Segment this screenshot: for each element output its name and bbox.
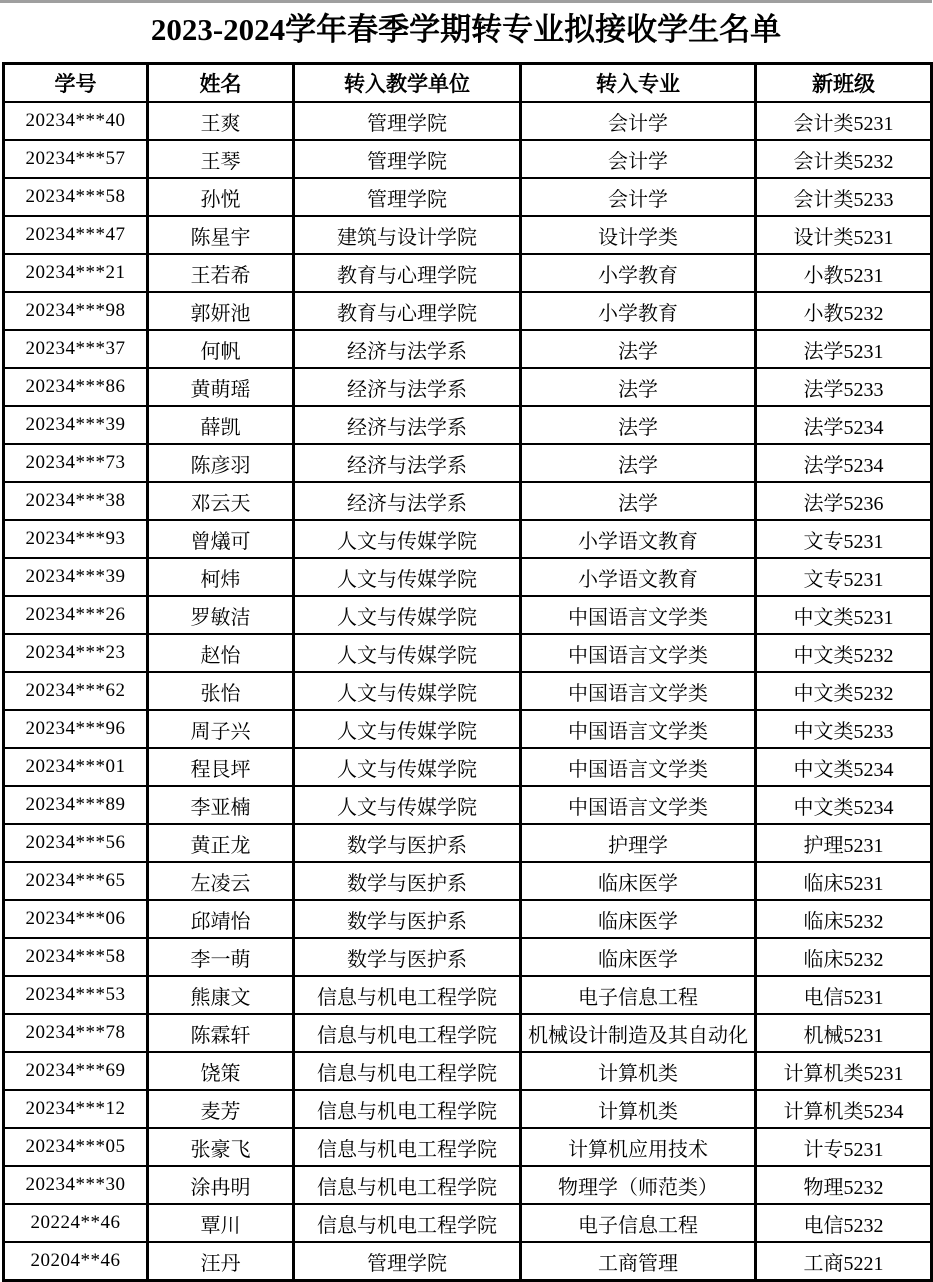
cell-unit: 信息与机电工程学院 <box>294 1204 521 1242</box>
cell-name: 郭妍池 <box>148 292 294 330</box>
cell-name: 陈星宇 <box>148 216 294 254</box>
cell-class: 临床5231 <box>756 862 932 900</box>
cell-class: 法学5233 <box>756 368 932 406</box>
table-row <box>4 1052 932 1090</box>
cell-unit: 信息与机电工程学院 <box>294 1128 521 1166</box>
cell-major: 会计学 <box>521 140 756 178</box>
cell-class: 计算机类5231 <box>756 1052 932 1090</box>
cell-student-id: 20234***86 <box>4 368 148 406</box>
table-row <box>4 520 932 558</box>
cell-unit: 信息与机电工程学院 <box>294 1090 521 1128</box>
cell-student-id: 20234***38 <box>4 482 148 520</box>
table-row <box>4 254 932 292</box>
cell-unit: 管理学院 <box>294 1242 521 1281</box>
table-row <box>4 368 932 406</box>
cell-unit: 人文与传媒学院 <box>294 748 521 786</box>
cell-major: 临床医学 <box>521 862 756 900</box>
table-row <box>4 178 932 216</box>
cell-student-id: 20234***23 <box>4 634 148 672</box>
table-row <box>4 824 932 862</box>
cell-name: 饶策 <box>148 1052 294 1090</box>
cell-student-id: 20234***73 <box>4 444 148 482</box>
cell-name: 黄正龙 <box>148 824 294 862</box>
cell-class: 法学5234 <box>756 406 932 444</box>
cell-unit: 信息与机电工程学院 <box>294 1014 521 1052</box>
header-row <box>4 64 932 103</box>
cell-student-id: 20234***06 <box>4 900 148 938</box>
table-row <box>4 444 932 482</box>
cell-class: 计算机类5234 <box>756 1090 932 1128</box>
cell-name: 李亚楠 <box>148 786 294 824</box>
cell-name: 孙悦 <box>148 178 294 216</box>
cell-unit: 教育与心理学院 <box>294 254 521 292</box>
table-row <box>4 748 932 786</box>
cell-student-id: 20234***58 <box>4 938 148 976</box>
cell-student-id: 20234***01 <box>4 748 148 786</box>
cell-major: 护理学 <box>521 824 756 862</box>
cell-class: 中文类5232 <box>756 634 932 672</box>
table-row <box>4 786 932 824</box>
cell-unit: 人文与传媒学院 <box>294 596 521 634</box>
cell-student-id: 20234***39 <box>4 558 148 596</box>
cell-unit: 人文与传媒学院 <box>294 558 521 596</box>
cell-name: 左凌云 <box>148 862 294 900</box>
cell-student-id: 20234***21 <box>4 254 148 292</box>
cell-name: 邓云天 <box>148 482 294 520</box>
cell-student-id: 20234***93 <box>4 520 148 558</box>
table-row <box>4 292 932 330</box>
cell-student-id: 20234***98 <box>4 292 148 330</box>
table-row <box>4 140 932 178</box>
cell-name: 王琴 <box>148 140 294 178</box>
cell-unit: 管理学院 <box>294 140 521 178</box>
cell-major: 物理学（师范类） <box>521 1166 756 1204</box>
column-header-name: 姓名 <box>148 64 294 103</box>
cell-class: 物理5232 <box>756 1166 932 1204</box>
cell-class: 中文类5232 <box>756 672 932 710</box>
cell-unit: 数学与医护系 <box>294 824 521 862</box>
cell-major: 电子信息工程 <box>521 976 756 1014</box>
cell-unit: 信息与机电工程学院 <box>294 1166 521 1204</box>
cell-student-id: 20234***05 <box>4 1128 148 1166</box>
column-header-student-id: 学号 <box>4 64 148 103</box>
cell-major: 临床医学 <box>521 900 756 938</box>
cell-major: 机械设计制造及其自动化 <box>521 1014 756 1052</box>
transfer-student-table <box>2 62 933 1282</box>
cell-unit: 人文与传媒学院 <box>294 634 521 672</box>
cell-class: 护理5231 <box>756 824 932 862</box>
cell-name: 李一萌 <box>148 938 294 976</box>
cell-class: 临床5232 <box>756 900 932 938</box>
cell-major: 工商管理 <box>521 1242 756 1281</box>
cell-unit: 数学与医护系 <box>294 862 521 900</box>
cell-major: 中国语言文学类 <box>521 596 756 634</box>
cell-class: 会计类5231 <box>756 102 932 140</box>
table-row <box>4 900 932 938</box>
cell-student-id: 20234***96 <box>4 710 148 748</box>
cell-name: 涂冉明 <box>148 1166 294 1204</box>
cell-class: 文专5231 <box>756 520 932 558</box>
cell-student-id: 20234***26 <box>4 596 148 634</box>
cell-unit: 人文与传媒学院 <box>294 710 521 748</box>
table-row <box>4 482 932 520</box>
cell-student-id: 20234***57 <box>4 140 148 178</box>
table-row <box>4 406 932 444</box>
cell-name: 陈霖轩 <box>148 1014 294 1052</box>
table-row <box>4 1090 932 1128</box>
cell-student-id: 20234***62 <box>4 672 148 710</box>
cell-class: 法学5236 <box>756 482 932 520</box>
cell-unit: 经济与法学系 <box>294 444 521 482</box>
cell-unit: 教育与心理学院 <box>294 292 521 330</box>
cell-class: 会计类5233 <box>756 178 932 216</box>
cell-name: 陈彦羽 <box>148 444 294 482</box>
cell-student-id: 20234***58 <box>4 178 148 216</box>
cell-class: 法学5234 <box>756 444 932 482</box>
cell-class: 小教5231 <box>756 254 932 292</box>
cell-student-id: 20234***12 <box>4 1090 148 1128</box>
cell-class: 小教5232 <box>756 292 932 330</box>
table-row <box>4 216 932 254</box>
cell-class: 法学5231 <box>756 330 932 368</box>
cell-major: 小学教育 <box>521 254 756 292</box>
cell-major: 会计学 <box>521 178 756 216</box>
cell-student-id: 20234***30 <box>4 1166 148 1204</box>
cell-class: 中文类5231 <box>756 596 932 634</box>
cell-unit: 建筑与设计学院 <box>294 216 521 254</box>
table-row <box>4 1204 932 1242</box>
table-row <box>4 596 932 634</box>
cell-class: 计专5231 <box>756 1128 932 1166</box>
top-edge-strip <box>0 0 932 3</box>
cell-major: 法学 <box>521 406 756 444</box>
table-row <box>4 1128 932 1166</box>
cell-major: 法学 <box>521 444 756 482</box>
table-row <box>4 558 932 596</box>
cell-student-id: 20234***89 <box>4 786 148 824</box>
table-row <box>4 710 932 748</box>
cell-class: 电信5232 <box>756 1204 932 1242</box>
table-row <box>4 862 932 900</box>
cell-major: 小学教育 <box>521 292 756 330</box>
cell-class: 临床5232 <box>756 938 932 976</box>
cell-major: 电子信息工程 <box>521 1204 756 1242</box>
cell-unit: 人文与传媒学院 <box>294 672 521 710</box>
table-row <box>4 1166 932 1204</box>
cell-class: 工商5221 <box>756 1242 932 1281</box>
cell-name: 薛凯 <box>148 406 294 444</box>
cell-class: 会计类5232 <box>756 140 932 178</box>
cell-student-id: 20234***78 <box>4 1014 148 1052</box>
cell-major: 计算机应用技术 <box>521 1128 756 1166</box>
cell-name: 麦芳 <box>148 1090 294 1128</box>
cell-major: 临床医学 <box>521 938 756 976</box>
cell-major: 中国语言文学类 <box>521 710 756 748</box>
column-header-major: 转入专业 <box>521 64 756 103</box>
cell-student-id: 20234***40 <box>4 102 148 140</box>
cell-student-id: 20234***69 <box>4 1052 148 1090</box>
cell-student-id: 20234***37 <box>4 330 148 368</box>
cell-class: 电信5231 <box>756 976 932 1014</box>
cell-unit: 人文与传媒学院 <box>294 520 521 558</box>
cell-unit: 数学与医护系 <box>294 900 521 938</box>
page-title: 2023-2024学年春季学期转专业拟接收学生名单 <box>150 12 782 47</box>
cell-major: 中国语言文学类 <box>521 672 756 710</box>
cell-class: 中文类5233 <box>756 710 932 748</box>
cell-name: 罗敏洁 <box>148 596 294 634</box>
cell-name: 何帆 <box>148 330 294 368</box>
cell-student-id: 20204**46 <box>4 1242 148 1281</box>
cell-name: 熊康文 <box>148 976 294 1014</box>
column-header-unit: 转入教学单位 <box>294 64 521 103</box>
cell-name: 周子兴 <box>148 710 294 748</box>
cell-major: 设计学类 <box>521 216 756 254</box>
cell-unit: 数学与医护系 <box>294 938 521 976</box>
cell-major: 小学语文教育 <box>521 558 756 596</box>
cell-name: 程艮坪 <box>148 748 294 786</box>
cell-name: 曾燨可 <box>148 520 294 558</box>
cell-unit: 经济与法学系 <box>294 330 521 368</box>
cell-name: 邱靖怡 <box>148 900 294 938</box>
table-row <box>4 330 932 368</box>
cell-unit: 经济与法学系 <box>294 406 521 444</box>
cell-major: 法学 <box>521 368 756 406</box>
cell-class: 设计类5231 <box>756 216 932 254</box>
cell-name: 张怡 <box>148 672 294 710</box>
table-row <box>4 938 932 976</box>
table-body <box>4 102 932 1281</box>
table-row <box>4 672 932 710</box>
cell-name: 赵怡 <box>148 634 294 672</box>
table-row <box>4 102 932 140</box>
cell-unit: 经济与法学系 <box>294 482 521 520</box>
cell-student-id: 20234***47 <box>4 216 148 254</box>
cell-major: 中国语言文学类 <box>521 634 756 672</box>
cell-unit: 信息与机电工程学院 <box>294 976 521 1014</box>
cell-student-id: 20224**46 <box>4 1204 148 1242</box>
column-header-class: 新班级 <box>756 64 932 103</box>
cell-student-id: 20234***56 <box>4 824 148 862</box>
cell-major: 计算机类 <box>521 1052 756 1090</box>
cell-major: 法学 <box>521 330 756 368</box>
cell-major: 法学 <box>521 482 756 520</box>
table-row <box>4 634 932 672</box>
cell-name: 黄萌瑶 <box>148 368 294 406</box>
cell-name: 柯炜 <box>148 558 294 596</box>
table-row <box>4 976 932 1014</box>
cell-major: 计算机类 <box>521 1090 756 1128</box>
cell-unit: 经济与法学系 <box>294 368 521 406</box>
cell-name: 张豪飞 <box>148 1128 294 1166</box>
cell-unit: 管理学院 <box>294 102 521 140</box>
cell-major: 中国语言文学类 <box>521 786 756 824</box>
cell-name: 王若希 <box>148 254 294 292</box>
cell-unit: 信息与机电工程学院 <box>294 1052 521 1090</box>
cell-name: 王爽 <box>148 102 294 140</box>
cell-name: 覃川 <box>148 1204 294 1242</box>
cell-class: 中文类5234 <box>756 748 932 786</box>
cell-major: 中国语言文学类 <box>521 748 756 786</box>
cell-student-id: 20234***53 <box>4 976 148 1014</box>
cell-class: 中文类5234 <box>756 786 932 824</box>
cell-unit: 管理学院 <box>294 178 521 216</box>
cell-major: 会计学 <box>521 102 756 140</box>
cell-class: 机械5231 <box>756 1014 932 1052</box>
cell-class: 文专5231 <box>756 558 932 596</box>
table-row <box>4 1242 932 1281</box>
cell-name: 汪丹 <box>148 1242 294 1281</box>
table-row <box>4 1014 932 1052</box>
cell-unit: 人文与传媒学院 <box>294 786 521 824</box>
cell-major: 小学语文教育 <box>521 520 756 558</box>
cell-student-id: 20234***39 <box>4 406 148 444</box>
cell-student-id: 20234***65 <box>4 862 148 900</box>
